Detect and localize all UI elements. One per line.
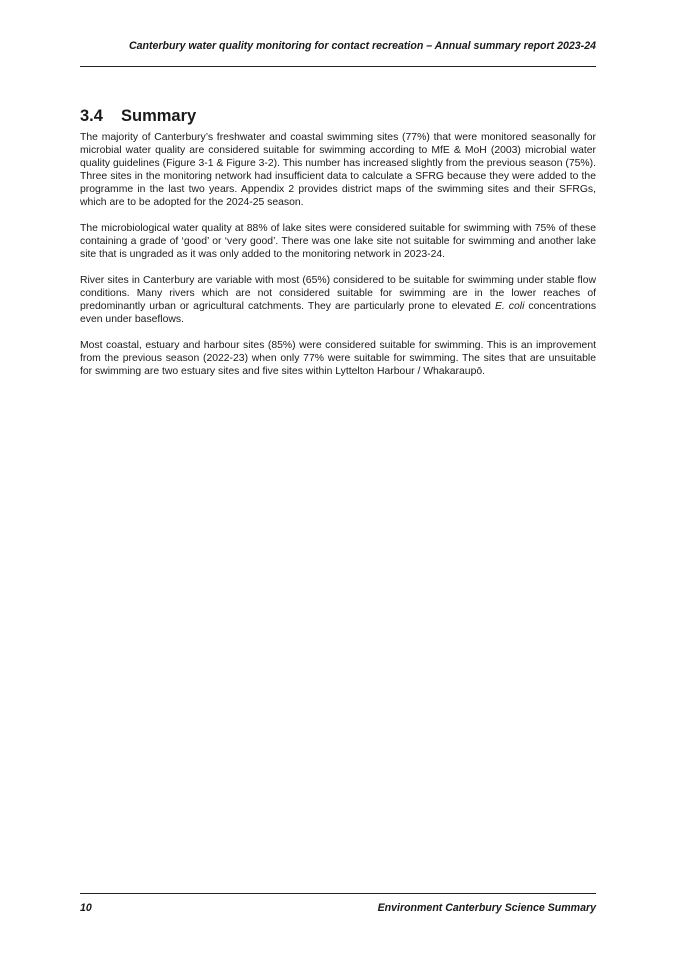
section-number: 3.4	[80, 107, 103, 125]
paragraph-4: Most coastal, estuary and harbour sites (85%) were considered suitable for swimming. This is an improvement from the previous season (2022-23) when only 77% were suitable for swimming. The sites that are unsuitable for swimming are two estuary sites and five sites within Lyttelton Harbour / Whakaraupō.	[80, 340, 596, 377]
paragraph-3-text-b: concentrations even under baseflows.	[80, 301, 597, 325]
footer-publisher: Environment Canterbury Science Summary	[377, 902, 596, 914]
section-title: Summary	[121, 107, 197, 125]
section-heading	[80, 107, 196, 126]
header-rule	[80, 66, 596, 67]
running-header: Canterbury water quality monitoring for contact recreation – Annual summary report 2023-24	[128, 40, 596, 52]
paragraph-2: The microbiological water quality at 88% of lake sites were considered suitable for swimming with 75% of these containing a grade of ‘good’ or ‘very good’. There was one lake site not suitable for swimming and another lake site that is ungraded as it was only added to the monitoring network in 2023-24.	[80, 223, 596, 260]
footer-rule	[80, 893, 596, 894]
species-name: E. coli	[494, 301, 525, 312]
body-text	[80, 131, 596, 391]
page-number: 10	[80, 902, 92, 914]
paragraph-1: The majority of Canterbury’s freshwater and coastal swimming sites (77%) that were monitored seasonally for microbial water quality are considered suitable for swimming according to MfE & MoH (2003) microbial water quality guidelines (Figure 3-1 & Figure 3-2). This number has increased slightly from the previous season (75%). Three sites in the monitoring network had insufficient data to calculate a SFRG because they were added to the programme in the last two years. Appendix 2 provides district maps of the swimming sites and their SFRGs, which are to be adopted for the 2024-25 season.	[80, 132, 596, 208]
paragraph-3-text-a: River sites in Canterbury are variable with most (65%) considered to be suitable for swimming under stable flow conditions. Many rivers which are not considered suitable for swimming are in the lower reaches of predominantly urban or agricultural catchments. They are particularly prone to elevated	[80, 275, 596, 312]
paragraph-3	[80, 274, 596, 326]
